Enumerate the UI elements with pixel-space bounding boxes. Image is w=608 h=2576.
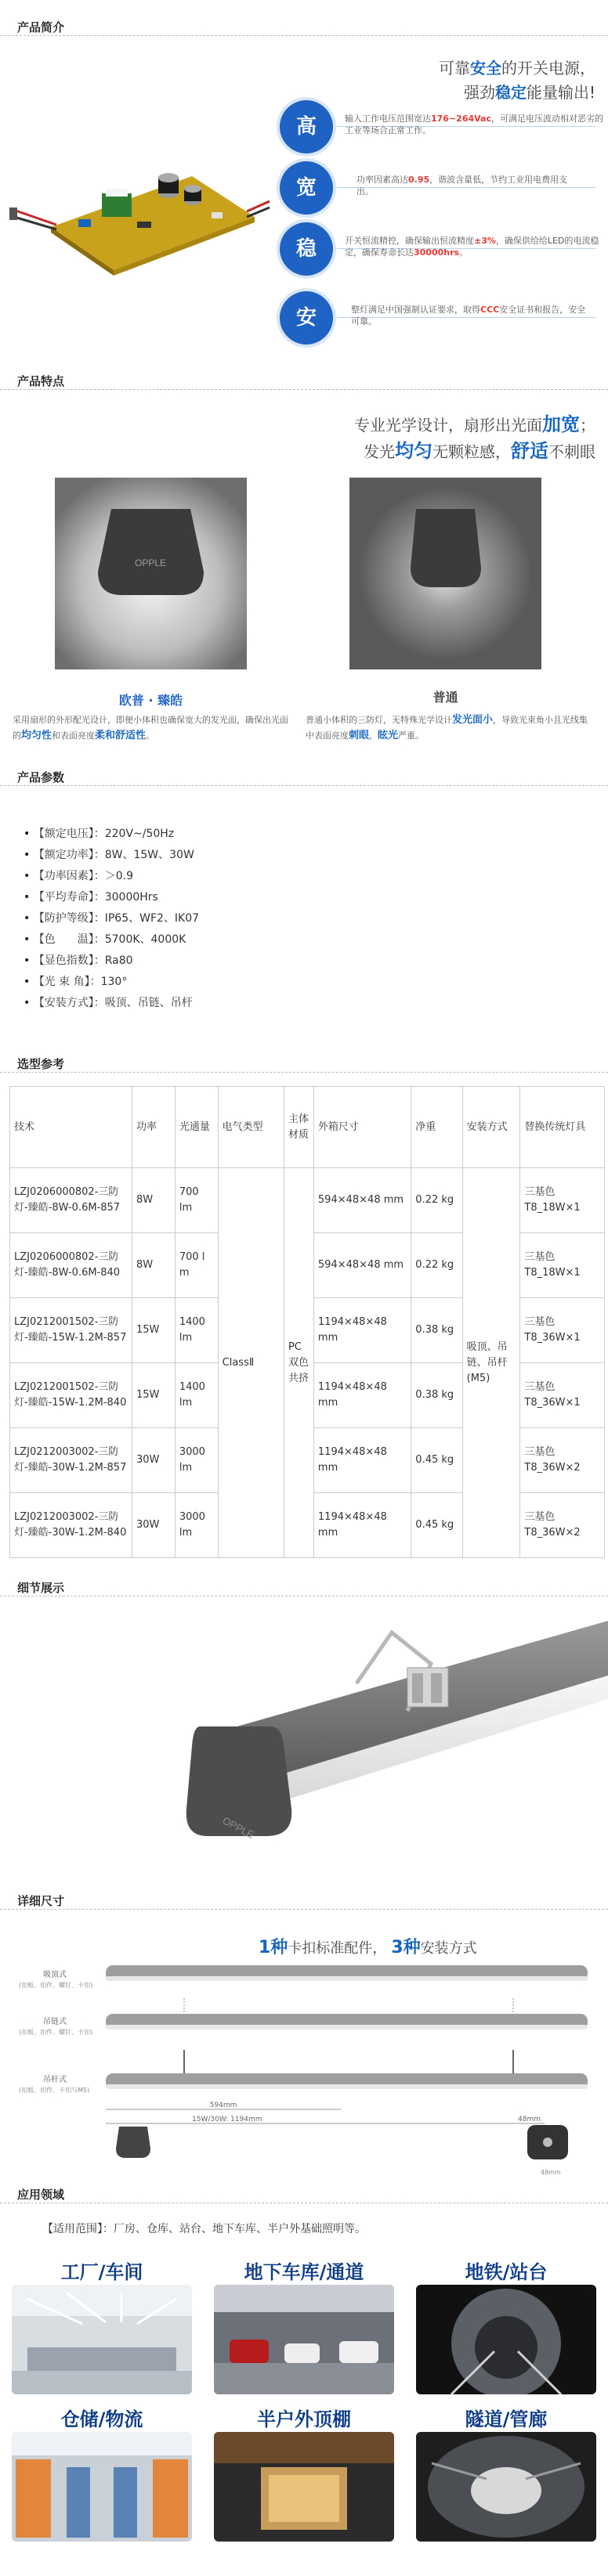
section-header-details xyxy=(0,1578,608,1596)
desc-text: 。 xyxy=(146,731,155,741)
desc-text: ，导致光束角小且光线集中表面亮度 xyxy=(306,715,588,741)
cell-power: 8W xyxy=(132,1233,176,1298)
headline-emphasis: 稳定 xyxy=(494,83,527,102)
cell-weight: 0.45 kg xyxy=(411,1493,462,1558)
opple-desc xyxy=(13,713,295,744)
desc-text: 和表面亮度 xyxy=(52,731,96,741)
table-header: 光通量 xyxy=(175,1087,218,1168)
headline-emphasis: 1种 xyxy=(259,1938,288,1957)
cell-flux: 3000 lm xyxy=(175,1428,218,1493)
cell-flux: 700 l m xyxy=(175,1233,218,1298)
section-header-selection xyxy=(0,1054,608,1073)
cell-weight: 0.22 kg xyxy=(411,1233,462,1298)
headline-text: 卡扣标准配件， xyxy=(288,1940,387,1957)
table-header: 净重 xyxy=(411,1087,462,1168)
ceiling-mount-diagram xyxy=(106,1964,592,1987)
ordinary-light-comparison-image xyxy=(349,478,541,669)
spec-item: • 【安装方式】：吸顶、吊链、吊杆 xyxy=(24,993,199,1014)
section-header-params xyxy=(0,767,608,786)
table-header: 功率 xyxy=(132,1087,176,1168)
desc-text: 采用扇形的外形配光设计，即便小体积也确保宽大的发光面，确保出光面的 xyxy=(13,715,288,741)
desc-emphasis: ±3% xyxy=(474,236,496,246)
spec-item: • 【显色指数】：Ra80 xyxy=(24,951,199,972)
section-title: 细节展示 xyxy=(17,1581,65,1595)
cell-size: 1194×48×48 mm xyxy=(313,1363,411,1428)
spec-list xyxy=(24,824,199,1014)
driver-board-image xyxy=(8,145,274,278)
cell-replace: 三基色T8_36W×2 xyxy=(520,1493,605,1558)
section-title: 产品参数 xyxy=(17,770,65,785)
opple-light-comparison-image xyxy=(55,478,247,669)
factory-workshop-photo xyxy=(12,2285,192,2394)
headline-emphasis: 舒适 xyxy=(511,440,548,462)
desc-emphasis: CCC xyxy=(480,305,500,315)
subway-station-photo xyxy=(416,2285,596,2394)
spec-item: • 【光 束 角】：130° xyxy=(24,972,199,993)
cell-power: 8W xyxy=(132,1168,176,1233)
table-header: 外箱尺寸 xyxy=(313,1087,411,1168)
cell-size: 1194×48×48 mm xyxy=(313,1428,411,1493)
desc-text: 功率因素高达 xyxy=(356,175,408,185)
feature-circle-safe: 安 xyxy=(280,291,333,345)
underground-garage-photo xyxy=(214,2285,394,2394)
intro-headline xyxy=(337,56,595,105)
desc-text: 。 xyxy=(459,247,469,258)
rod-mount-label: 吊杆式 xyxy=(43,2076,67,2084)
headline-text: ； xyxy=(580,416,595,435)
desc-emphasis: 0.95 xyxy=(408,175,430,185)
cell-flux: 1400 lm xyxy=(175,1363,218,1428)
desc-text: 开关恒流精控，确保输出恒流精度 xyxy=(345,236,474,246)
cell-size: 1194×48×48 mm xyxy=(313,1493,411,1558)
ceiling-mount-sub: (扣板、扣件、螺钉、卡扣) xyxy=(19,1982,93,1989)
section-title: 选型参考 xyxy=(17,1057,65,1071)
cell-tech: LZJ0212001502-三防灯-臻皓-15W-1.2M-840 xyxy=(10,1363,132,1428)
feature-desc xyxy=(345,113,608,136)
ordinary-title: 普通 xyxy=(432,690,458,705)
opple-title: 欧普 · 臻皓 xyxy=(118,693,183,708)
application-label: 地铁/站台 xyxy=(465,2261,548,2283)
cell-tech: LZJ0212003002-三防灯-臻皓-30W-1.2M-857 xyxy=(10,1428,132,1493)
desc-emphasis: 刺眼 xyxy=(349,730,370,741)
chain-mount-sub: (扣板、扣件、螺钉、卡扣) xyxy=(19,2029,93,2036)
desc-emphasis: 30000hrs xyxy=(414,247,460,258)
cell-replace: 三基色T8_36W×2 xyxy=(520,1428,605,1493)
cell-replace: 三基色T8_36W×1 xyxy=(520,1363,605,1428)
tunnel-utility-photo xyxy=(416,2432,596,2542)
headline-emphasis: 均匀 xyxy=(395,440,432,462)
headline-text: 的开关电源， xyxy=(501,59,595,78)
section-header-applications xyxy=(0,2185,608,2203)
cell-material: PC双色共挤 xyxy=(284,1168,313,1558)
spec-item: • 【额定功率】：8W、15W、30W xyxy=(24,845,199,866)
desc-emphasis: 发光面小 xyxy=(452,714,494,726)
desc-text: 输入工作电压范围宽达 xyxy=(345,114,431,124)
cell-weight: 0.38 kg xyxy=(411,1363,462,1428)
cell-flux: 700 lm xyxy=(175,1168,218,1233)
cell-replace: 三基色T8_18W×1 xyxy=(520,1233,605,1298)
spec-item: • 【色 温】：5700K、4000K xyxy=(24,929,199,951)
dimensions-headline xyxy=(259,1934,477,1958)
cell-tech: LZJ0206000802-三防灯-臻皓-8W-0.6M-857 xyxy=(10,1168,132,1233)
cell-size: 1194×48×48 mm xyxy=(313,1298,411,1363)
application-label: 半户外顶棚 xyxy=(257,2408,351,2430)
cell-replace: 三基色T8_18W×1 xyxy=(520,1168,605,1233)
desc-text: 严重。 xyxy=(398,731,425,741)
end-cap-front-diagram xyxy=(521,2120,576,2167)
semi-outdoor-canopy-photo xyxy=(214,2432,394,2542)
spec-item: • 【额定电压】：220V~/50Hz xyxy=(24,824,199,845)
product-detail-image xyxy=(0,1601,608,1891)
cell-tech: LZJ0206000802-三防灯-臻皓-8W-0.6M-840 xyxy=(10,1233,132,1298)
desc-text: ，可满足电压波动相对恶劣的工业等场合正常工作。 xyxy=(345,114,603,135)
cell-tech: LZJ0212001502-三防灯-臻皓-15W-1.2M-857 xyxy=(10,1298,132,1363)
warehouse-logistics-photo xyxy=(12,2432,192,2542)
desc-text: 安全证书和报告，安全可靠。 xyxy=(351,305,586,327)
feature-desc xyxy=(351,304,594,327)
cell-power: 30W xyxy=(132,1493,176,1558)
section-header-intro xyxy=(0,17,608,36)
cell-weight: 0.45 kg xyxy=(411,1428,462,1493)
section-title: 产品特点 xyxy=(17,374,65,388)
headline-emphasis: 3种 xyxy=(391,1938,421,1957)
cell-flux: 1400 lm xyxy=(175,1298,218,1363)
desc-text: 整灯满足中国强制认证要求，取得 xyxy=(351,305,480,315)
cell-size: 594×48×48 mm xyxy=(313,1233,411,1298)
headline-text: 能量输出! xyxy=(526,83,595,102)
desc-text: ，谐波含量低，节约工业用电费用支出。 xyxy=(356,175,568,197)
application-scope: 【适用范围】：厂房、仓库、站台、地下车库、半户外基础照明等。 xyxy=(42,2223,366,2235)
cell-power: 30W xyxy=(132,1428,176,1493)
table-row xyxy=(10,1168,605,1233)
headline-text: 无颗粒感， xyxy=(432,442,511,461)
feature-circle-wide: 宽 xyxy=(280,161,333,215)
section-title: 产品简介 xyxy=(17,20,65,34)
rod-mount-diagram xyxy=(106,2050,592,2097)
rod-mount-sub: (扣板、扣件、卡扣与M5) xyxy=(19,2087,90,2094)
headline-text: 发光 xyxy=(364,442,395,461)
spec-item: • 【功率因素】：＞0.9 xyxy=(24,866,199,887)
cell-size: 594×48×48 mm xyxy=(313,1168,411,1233)
ordinary-desc xyxy=(306,713,595,744)
cell-weight: 0.22 kg xyxy=(411,1168,462,1233)
dim-width: 48mm xyxy=(518,2116,541,2123)
headline-text: 不刺眼 xyxy=(548,442,595,461)
end-cap-side-diagram xyxy=(110,2123,157,2163)
headline-text: 专业光学设计，扇形出光面 xyxy=(354,416,542,435)
cell-power: 15W xyxy=(132,1363,176,1428)
table-header: 主体材质 xyxy=(284,1087,313,1168)
desc-text: 普通小体积的三防灯，无特殊光学设计 xyxy=(306,715,452,725)
desc-emphasis: 柔和舒适性 xyxy=(95,730,147,741)
headline-text: 安装方式 xyxy=(420,1940,477,1957)
section-header-features xyxy=(0,371,608,390)
table-header: 安装方式 xyxy=(462,1087,520,1168)
selection-table xyxy=(9,1086,605,1558)
cell-replace: 三基色T8_36W×1 xyxy=(520,1298,605,1363)
headline-emphasis: 安全 xyxy=(470,59,501,78)
desc-emphasis: 176~264Vac xyxy=(431,114,491,124)
application-label: 仓储/物流 xyxy=(60,2408,143,2430)
spec-item: • 【防护等级】：IP65、WF2、IK07 xyxy=(24,908,199,929)
headline-emphasis: 加宽 xyxy=(542,413,580,435)
feature-desc xyxy=(345,235,608,258)
section-title: 应用领域 xyxy=(17,2188,65,2202)
brand-logo: OPPLE xyxy=(134,557,167,568)
feature-desc xyxy=(356,174,584,197)
cell-power: 15W xyxy=(132,1298,176,1363)
desc-emphasis: 眩光 xyxy=(378,730,399,741)
section-title: 详细尺寸 xyxy=(17,1894,65,1908)
cell-electrical-class: ClassⅡ xyxy=(218,1168,284,1558)
dimension-lines xyxy=(106,2100,592,2131)
table-header-row xyxy=(10,1087,605,1168)
feature-circle-stable: 稳 xyxy=(280,222,333,276)
chain-mount-diagram xyxy=(106,1998,592,2037)
application-label: 隧道/管廊 xyxy=(465,2408,548,2430)
ceiling-mount-label: 吸顶式 xyxy=(43,1971,67,1979)
desc-text: ， xyxy=(369,731,378,741)
feature-circle-high: 高 xyxy=(280,100,333,153)
desc-emphasis: 均匀性 xyxy=(21,730,52,741)
cell-install: 吸顶、吊链、吊杆(M5) xyxy=(462,1168,520,1558)
dim-length-600: 594mm xyxy=(209,2102,237,2109)
application-label: 工厂/车间 xyxy=(60,2261,143,2283)
application-label: 地下车库/通道 xyxy=(244,2261,364,2283)
dim-length-1200: 15W/30W: 1194mm xyxy=(192,2116,262,2123)
chain-mount-label: 吊链式 xyxy=(43,2018,67,2026)
cell-weight: 0.38 kg xyxy=(411,1298,462,1363)
cell-tech: LZJ0212003002-三防灯-臻皓-30W-1.2M-840 xyxy=(10,1493,132,1558)
cell-flux: 3000 lm xyxy=(175,1493,218,1558)
table-header: 电气类型 xyxy=(218,1087,284,1168)
features-headline xyxy=(227,412,595,465)
dim-height: 48mm xyxy=(541,2169,561,2176)
headline-text: 可靠 xyxy=(439,59,470,78)
spec-item: • 【平均寿命】：30000Hrs xyxy=(24,887,199,908)
headline-text: 强劲 xyxy=(463,83,495,102)
desc-text: ，确保供给给LED的电流稳定，确保寿命长达 xyxy=(345,236,599,258)
section-header-dimensions xyxy=(0,1891,608,1910)
table-header: 替换传统灯具 xyxy=(520,1087,605,1168)
table-header: 技术 xyxy=(10,1087,132,1168)
brand-logo: OPPLE xyxy=(220,1814,256,1842)
